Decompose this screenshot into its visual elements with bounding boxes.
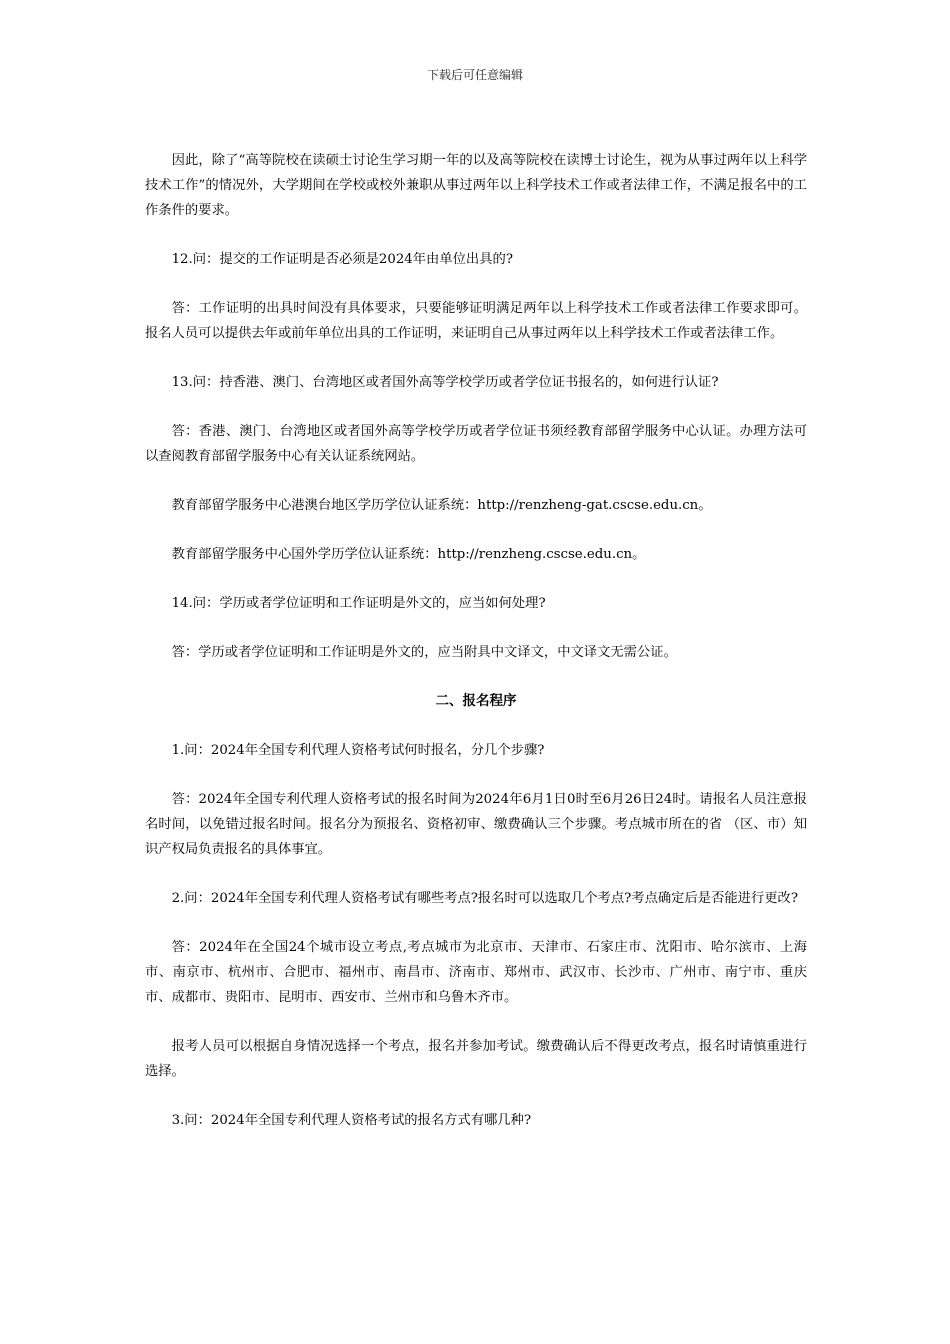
page-header: 下载后可任意编辑 bbox=[426, 68, 523, 82]
question-12: 12.问：提交的工作证明是否必须是2024年由单位出具的? bbox=[171, 252, 513, 267]
question-13: 13.问：持香港、澳门、台湾地区或者国外高等学校学历或者学位证书报名的，如何进行认证? bbox=[171, 375, 719, 390]
question-2: 2.问：2024年全国专利代理人资格考试有哪些考点?报名时可以选取几个考点?考点确定后是否能进行更改? bbox=[171, 891, 798, 906]
answer-14: 答：学历或者学位证明和工作证明是外文的，应当附具中文译文，中文译文无需公证。 bbox=[171, 645, 677, 660]
answer-2: 答：2024年在全国24个城市设立考点,考点城市为北京市、天津市、石家庄市、沈阳市、哈尔滨市、上海市、南京市、杭州市、合肥市、福州市、南昌市、济南市、郑州市、武汉市、长沙市、广州市、南宁市、重庆市、成都市、贵阳市、昆明市、西安市、兰州市和乌鲁木齐市。 bbox=[145, 940, 807, 1005]
answer-12: 答：工作证明的出具时间没有具体要求，只要能够证明满足两年以上科学技术工作或者法律工作要求即可。报名人员可以提供去年或前年单位出具的工作证明，来证明自己从事过两年以上科学技术工作或者法律工作。 bbox=[145, 301, 807, 341]
paragraph: 因此，除了“高等院校在读硕士讨论生学习期一年的以及高等院校在读博士讨论生，视为从事过两年以上科学技术工作”的情况外，大学期间在学校或校外兼职从事过两年以上科学技术工作或者法律工作，不满足报名中的工作条件的要求。 bbox=[145, 153, 807, 218]
question-14: 14.问：学历或者学位证明和工作证明是外文的，应当如何处理? bbox=[171, 596, 546, 611]
url-line-foreign: 教育部留学服务中心国外学历学位认证系统：http://renzheng.cscse.edu.cn。 bbox=[171, 547, 646, 562]
question-3: 3.问：2024年全国专利代理人资格考试的报名方式有哪几种? bbox=[171, 1113, 532, 1128]
answer-2-note: 报考人员可以根据自身情况选择一个考点，报名并参加考试。缴费确认后不得更改考点，报名时请慎重进行选择。 bbox=[145, 1039, 807, 1079]
answer-13: 答：香港、澳门、台湾地区或者国外高等学校学历或者学位证书须经教育部留学服务中心认证。办理方法可以查阅教育部留学服务中心有关认证系统网站。 bbox=[145, 424, 807, 464]
question-1: 1.问：2024年全国专利代理人资格考试何时报名，分几个步骤? bbox=[171, 743, 545, 758]
url-line-gat: 教育部留学服务中心港澳台地区学历学位认证系统：http://renzheng-gat.cscse.edu.cn。 bbox=[171, 498, 712, 513]
section-heading: 二、报名程序 bbox=[435, 693, 517, 709]
answer-1: 答：2024年全国专利代理人资格考试的报名时间为2024年6月1日0时至6月26日24时。请报名人员注意报名时间，以免错过报名时间。报名分为预报名、资格初审、缴费确认三个步骤。考点城市所在的省 （区、市）知识产权局负责报名的具体事宜。 bbox=[145, 792, 807, 857]
document-body bbox=[145, 148, 807, 1133]
